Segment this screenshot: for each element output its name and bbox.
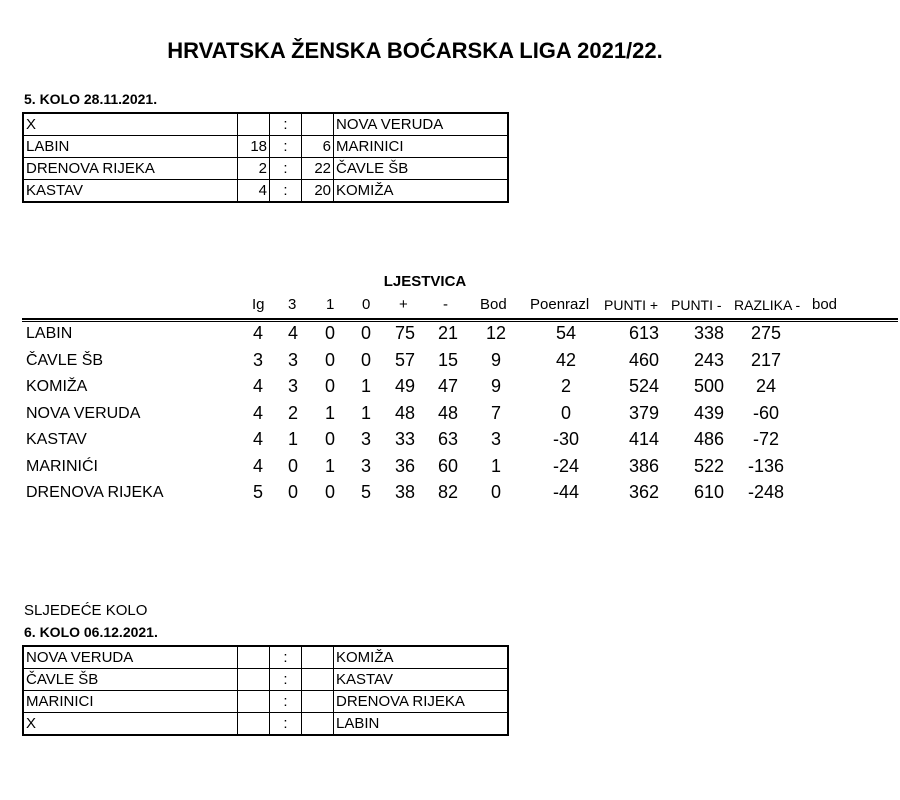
- stat-cell: 3: [287, 349, 298, 370]
- stat-cell: 613: [628, 323, 660, 343]
- score-separator: :: [270, 180, 302, 203]
- stat-cell: 217: [750, 349, 782, 370]
- stat-cell: 2: [287, 402, 298, 423]
- header-wins: 3: [288, 296, 297, 313]
- stat-cell: 38: [394, 482, 416, 502]
- stat-cell: 1: [324, 402, 335, 423]
- stat-cell: 486: [693, 429, 725, 449]
- standings-title: LJESTVICA: [383, 273, 467, 290]
- next-round-heading: SLJEDEĆE KOLO: [24, 602, 148, 619]
- home-team: DRENOVA RIJEKA: [23, 158, 238, 180]
- home-score: 2: [238, 158, 270, 180]
- away-score: 20: [302, 180, 334, 203]
- team-name: MARINIĆI: [26, 457, 98, 475]
- stat-cell: 386: [628, 455, 660, 476]
- stat-cell: 0: [324, 349, 335, 370]
- stat-cell: 54: [555, 323, 577, 343]
- stat-cell: -30: [552, 429, 579, 449]
- stat-cell: 48: [394, 402, 416, 423]
- stat-cell: 48: [437, 402, 459, 423]
- stat-cell: 243: [693, 349, 725, 370]
- header-plus: +: [399, 296, 408, 313]
- stat-cell: 0: [324, 429, 335, 449]
- away-team: KOMIŽA: [334, 646, 509, 669]
- score-separator: :: [270, 136, 302, 158]
- score-separator: :: [270, 158, 302, 180]
- header-losses: 0: [362, 296, 371, 313]
- away-score: [302, 646, 334, 669]
- home-score: [238, 113, 270, 136]
- stat-cell: 275: [750, 323, 782, 343]
- round-6-label: 6. KOLO 06.12.2021.: [24, 624, 158, 640]
- stat-cell: 75: [394, 323, 416, 343]
- round-5-label: 5. KOLO 28.11.2021.: [24, 91, 158, 107]
- header-divider: [22, 318, 898, 320]
- stat-cell: -24: [552, 455, 579, 476]
- header-bod: bod: [812, 296, 838, 313]
- stat-cell: -248: [747, 482, 785, 502]
- stat-cell: 414: [628, 429, 660, 449]
- away-score: [302, 113, 334, 136]
- stat-cell: 9: [490, 349, 501, 370]
- away-team: ČAVLE ŠB: [334, 158, 509, 180]
- stat-cell: 2: [560, 376, 571, 396]
- stat-cell: 0: [324, 376, 335, 396]
- stat-cell: 0: [560, 402, 571, 423]
- stat-cell: 60: [437, 455, 459, 476]
- stat-cell: 4: [252, 429, 263, 449]
- score-separator: :: [270, 669, 302, 691]
- stat-cell: 3: [360, 455, 371, 476]
- score-separator: :: [270, 113, 302, 136]
- home-team: X: [23, 713, 238, 736]
- stat-cell: 0: [360, 323, 371, 343]
- home-score: [238, 713, 270, 736]
- stat-cell: 460: [628, 349, 660, 370]
- stat-cell: 49: [394, 376, 416, 396]
- stat-cell: 9: [490, 376, 501, 396]
- stat-cell: 1: [287, 429, 298, 449]
- home-score: [238, 691, 270, 713]
- home-score: 18: [238, 136, 270, 158]
- header-punti-plus: PUNTI +: [604, 297, 659, 313]
- home-team: LABIN: [23, 136, 238, 158]
- stat-cell: 3: [252, 349, 263, 370]
- stat-cell: 5: [252, 482, 263, 502]
- away-score: [302, 691, 334, 713]
- team-name: NOVA VERUDA: [26, 404, 141, 422]
- header-ig: Ig: [252, 296, 265, 313]
- away-team: MARINICI: [334, 136, 509, 158]
- table-row: [23, 713, 508, 736]
- stat-cell: 0: [324, 323, 335, 343]
- away-score: 6: [302, 136, 334, 158]
- table-row: [23, 180, 508, 203]
- table-row: [23, 136, 508, 158]
- stat-cell: -60: [752, 402, 779, 423]
- home-team: NOVA VERUDA: [23, 646, 238, 669]
- stat-cell: 7: [490, 402, 501, 423]
- stat-cell: 1: [490, 455, 501, 476]
- stat-cell: 36: [394, 455, 416, 476]
- stat-cell: 15: [437, 349, 459, 370]
- stat-cell: 42: [555, 349, 577, 370]
- score-separator: :: [270, 691, 302, 713]
- stat-cell: -44: [552, 482, 579, 502]
- home-team: KASTAV: [23, 180, 238, 203]
- stat-cell: 0: [324, 482, 335, 502]
- stat-cell: 3: [490, 429, 501, 449]
- stat-cell: 24: [755, 376, 777, 396]
- stat-cell: 3: [287, 376, 298, 396]
- header-poenrazl: Poenrazl: [530, 296, 590, 313]
- stat-cell: 610: [693, 482, 725, 502]
- stat-cell: 500: [693, 376, 725, 396]
- stat-cell: 379: [628, 402, 660, 423]
- stat-cell: 63: [437, 429, 459, 449]
- away-team: KASTAV: [334, 669, 509, 691]
- stat-cell: 12: [485, 323, 507, 343]
- stat-cell: 4: [252, 402, 263, 423]
- away-score: [302, 669, 334, 691]
- stat-cell: 47: [437, 376, 459, 396]
- stat-cell: 0: [287, 455, 298, 476]
- stat-cell: 439: [693, 402, 725, 423]
- stat-cell: 4: [252, 323, 263, 343]
- stat-cell: 21: [437, 323, 459, 343]
- stat-cell: 4: [287, 323, 298, 343]
- stat-cell: 33: [394, 429, 416, 449]
- stat-cell: -72: [752, 429, 779, 449]
- round-6-fixtures: [22, 645, 509, 736]
- header-minus: -: [443, 296, 448, 313]
- stat-cell: 3: [360, 429, 371, 449]
- stat-cell: 4: [252, 376, 263, 396]
- score-separator: :: [270, 646, 302, 669]
- stat-cell: 0: [360, 349, 371, 370]
- home-score: 4: [238, 180, 270, 203]
- page-title: HRVATSKA ŽENSKA BOĆARSKA LIGA 2021/22.: [167, 38, 663, 63]
- team-name: LABIN: [26, 325, 73, 342]
- header-razlika: RAZLIKA -: [734, 297, 801, 313]
- stat-cell: 1: [360, 402, 371, 423]
- home-team: MARINICI: [23, 691, 238, 713]
- stat-cell: 1: [360, 376, 371, 396]
- home-team: X: [23, 113, 238, 136]
- stat-cell: 0: [490, 482, 501, 502]
- team-name: ČAVLE ŠB: [26, 351, 104, 369]
- stat-cell: 0: [287, 482, 298, 502]
- away-score: [302, 713, 334, 736]
- stat-cell: 338: [693, 323, 725, 343]
- away-score: 22: [302, 158, 334, 180]
- stat-cell: -136: [747, 455, 785, 476]
- stat-cell: 4: [252, 455, 263, 476]
- home-score: [238, 646, 270, 669]
- header-punti-minus: PUNTI -: [671, 297, 722, 313]
- header-draws: 1: [326, 296, 335, 313]
- table-row: [23, 646, 508, 669]
- round-5-fixtures: [22, 112, 509, 203]
- away-team: KOMIŽA: [334, 180, 509, 203]
- table-row: [23, 158, 508, 180]
- team-name: KASTAV: [26, 431, 87, 448]
- table-row: [23, 691, 508, 713]
- header-points: Bod: [480, 296, 507, 313]
- stat-cell: 57: [394, 349, 416, 370]
- stat-cell: 82: [437, 482, 459, 502]
- home-team: ČAVLE ŠB: [23, 669, 238, 691]
- team-name: DRENOVA RIJEKA: [26, 484, 164, 501]
- table-row: [23, 113, 508, 136]
- away-team: DRENOVA RIJEKA: [334, 691, 509, 713]
- stat-cell: 5: [360, 482, 371, 502]
- away-team: LABIN: [334, 713, 509, 736]
- home-score: [238, 669, 270, 691]
- table-row: [23, 669, 508, 691]
- header-divider-thin: [22, 321, 898, 322]
- score-separator: :: [270, 713, 302, 736]
- stat-cell: 524: [628, 376, 660, 396]
- stat-cell: 1: [324, 455, 335, 476]
- away-team: NOVA VERUDA: [334, 113, 509, 136]
- stat-cell: 362: [628, 482, 660, 502]
- stat-cell: 522: [693, 455, 725, 476]
- team-name: KOMIŽA: [26, 378, 88, 395]
